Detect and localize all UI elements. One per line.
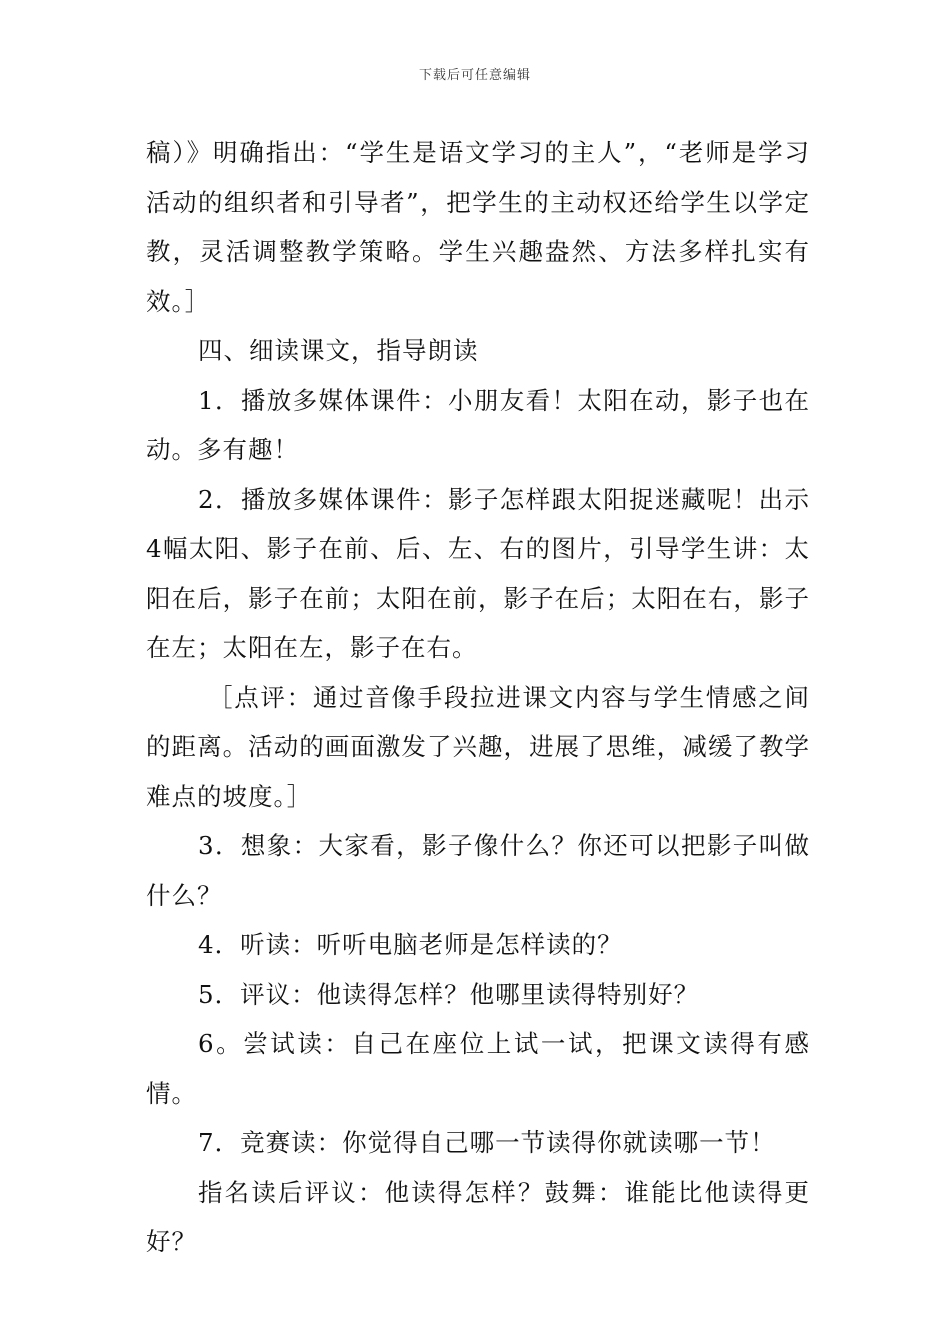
page-header-note: 下载后可任意编辑 [418,68,531,83]
paragraph-step-1: 1．播放多媒体课件：小朋友看！太阳在动，影子也在动。多有趣！ [146,385,810,464]
document-body [146,128,810,1267]
paragraph-step-3: 3．想象：大家看，影子像什么？你还可以把影子叫做什么？ [146,831,810,910]
paragraph-step-6: 6。尝试读：自己在座位上试一试，把课文读得有感情。 [146,1029,810,1108]
paragraph-intro-continuation: 稿）》明确指出：“学生是语文学习的主人”，“老师是学习活动的组织者和引导者”，把学生的主动权还给学生以学定教，灵活调整教学策略。学生兴趣盎然、方法多样扎实有效。］ [146,138,810,316]
paragraph-step-5: 5．评议：他读得怎样？他哪里读得特别好？ [198,979,700,1009]
paragraph-step-4: 4．听读：听听电脑老师是怎样读的？ [198,930,623,959]
paragraph-evaluation: 指名读后评议：他读得怎样？鼓舞：谁能比他读得更好？ [146,1177,810,1256]
paragraph-step-2: 2．播放多媒体课件：影子怎样跟太阳捉迷藏呢！出示4幅太阳、影子在前、后、左、右的图片，引导学生讲：太阳在后，影子在前；太阳在前，影子在后；太阳在右，影子在左；太阳在左，影子在右。 [146,484,810,662]
paragraph-step-7: 7．竞赛读：你觉得自己哪一节读得你就读哪一节！ [198,1128,776,1157]
section-heading-4: 四、细读课文，指导朗读 [198,336,479,365]
paragraph-comment: ［点评：通过音像手段拉进课文内容与学生情感之间的距离。活动的画面激发了兴趣，进展了思维，减缓了教学难点的坡度。］ [146,682,810,811]
